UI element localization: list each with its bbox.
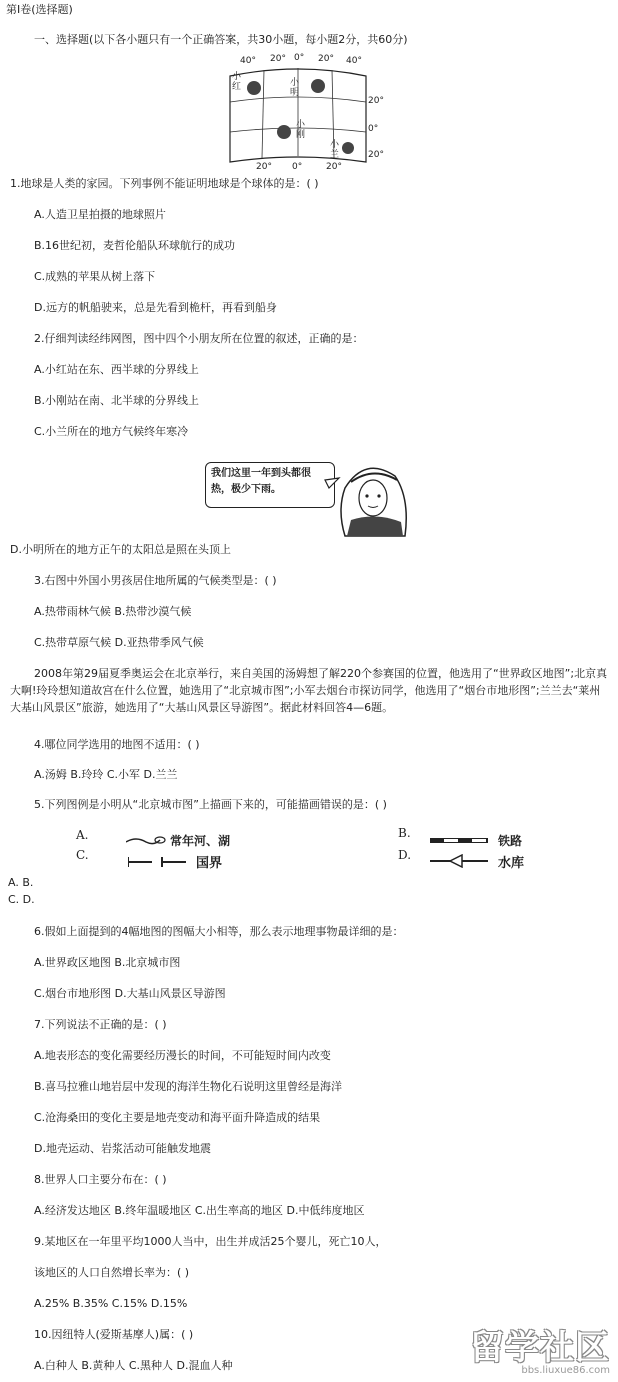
q4-options: A.汤姆 B.玲玲 C.小军 D.兰兰	[34, 768, 178, 781]
reading-passage: 2008年第29届夏季奥运会在北京举行，来自美国的汤姆想了解220个参赛国的位置，他选用了“世界政区地图”;北京真大啊!玲玲想知道故宫在什么位置，她选用了“北京城市图”;小军去烟台市探访同学，他选用了“烟台市地形图”;兰兰去“莱州大基山风景区”旅游，她选用了“大基山风景区导游图”。据此材料回答4—6题。	[10, 667, 608, 714]
legend-letter-b: B.	[398, 826, 411, 840]
q2-option-a: A.小红站在东、西半球的分界线上	[34, 363, 199, 376]
legend-label-b: 铁路	[498, 834, 523, 848]
q7-option-d: D.地壳运动、岩浆活动可能触发地震	[34, 1142, 211, 1155]
q6-stem: 6.假如上面提到的4幅地图的图幅大小相等，那么表示地理事物最详细的是：	[34, 925, 404, 938]
q2-stem: 2.仔细判读经纬网图，图中四个小朋友所在位置的叙述，正确的是：	[34, 332, 364, 345]
q9-options: A.25% B.35% C.15% D.15%	[34, 1297, 188, 1310]
bottom-label: 20°	[256, 162, 272, 172]
right-label: 20°	[368, 150, 384, 160]
kid-name-xiaoming: 小明	[290, 78, 300, 98]
legend-figure	[70, 826, 550, 872]
q7-option-b: B.喜马拉雅山地岩层中发现的海洋生物化石说明这里曾经是海洋	[34, 1080, 343, 1093]
q9-stem-continued: 该地区的人口自然增长率为：( )	[34, 1266, 190, 1279]
right-label: 0°	[368, 124, 379, 134]
q1-stem: 1.地球是人类的家园。下列事例不能证明地球是个球体的是：( )	[10, 177, 319, 190]
watermark-logo	[470, 1320, 610, 1376]
illustration-figure	[205, 458, 415, 538]
q4-stem: 4.哪位同学选用的地图不适用：( )	[34, 738, 200, 751]
q5-answer-ab: A. B.	[8, 876, 34, 889]
legend-label-a: 常年河、湖	[170, 834, 231, 848]
q7-option-c: C.沧海桑田的变化主要是地壳变动和海平面升降造成的结果	[34, 1111, 321, 1124]
top-label: 20°	[318, 54, 334, 64]
q5-answer-cd: C. D.	[8, 893, 35, 906]
q10-stem: 10.因纽特人(爱斯基摩人)属：( )	[34, 1328, 194, 1341]
kid-figure-icon	[311, 79, 325, 93]
kid-figure-icon	[342, 142, 354, 154]
q9-stem: 9.某地区在一年里平均1000人当中，出生并成活25个婴儿，死亡10人，	[34, 1235, 387, 1248]
speech-bubble: 我们这里一年到头都很热，极少下雨。	[205, 462, 335, 508]
watermark-title: 留学社区	[470, 1328, 610, 1368]
top-label: 40°	[346, 56, 362, 66]
q1-option-d: D.远方的帆船驶来，总是先看到桅杆，再看到船身	[34, 301, 277, 314]
kid-figure-icon	[247, 81, 261, 95]
kid-name-xiaogang: 小刚	[296, 120, 306, 140]
instructions: 一、选择题(以下各小题只有一个正确答案，共30小题，每小题2分，共60分)	[34, 33, 408, 46]
q8-stem: 8.世界人口主要分布在：( )	[34, 1173, 167, 1186]
q3-options-ab: A.热带雨林气候 B.热带沙漠气候	[34, 605, 192, 618]
border-symbol-icon	[128, 856, 188, 868]
q8-options: A.经济发达地区 B.终年温暖地区 C.出生率高的地区 D.中低纬度地区	[34, 1204, 365, 1217]
q2-option-d: D.小明所在的地方正午的太阳总是照在头顶上	[10, 543, 231, 556]
q2-option-b: B.小刚站在南、北半球的分界线上	[34, 394, 200, 407]
railway-symbol-icon	[430, 836, 490, 846]
q1-option-a: A.人造卫星拍摄的地球照片	[34, 208, 166, 221]
legend-letter-d: D.	[398, 848, 412, 862]
top-label: 40°	[240, 56, 256, 66]
kid-name-xiaolan: 小兰	[330, 140, 340, 160]
bottom-label: 0°	[292, 162, 303, 172]
q3-options-cd: C.热带草原气候 D.亚热带季风气候	[34, 636, 204, 649]
river-lake-symbol-icon	[126, 834, 166, 848]
top-label: 20°	[270, 54, 286, 64]
q1-option-c: C.成熟的苹果从树上落下	[34, 270, 156, 283]
kid-name-xiaohong: 小红	[232, 72, 242, 92]
section-title: 第Ⅰ卷(选择题)	[6, 3, 73, 16]
legend-letter-a: A.	[76, 828, 89, 842]
top-label: 0°	[294, 53, 305, 63]
legend-label-c: 国界	[196, 856, 223, 871]
q2-option-c: C.小兰所在的地方气候终年寒冷	[34, 425, 189, 438]
q10-options: A.白种人 B.黄种人 C.黑种人 D.混血人种	[34, 1359, 233, 1372]
bottom-label: 20°	[326, 162, 342, 172]
map-figure	[218, 53, 384, 174]
q6-options-cd: C.烟台市地形图 D.大基山风景区导游图	[34, 987, 226, 1000]
q7-option-a: A.地表形态的变化需要经历漫长的时间，不可能短时间内改变	[34, 1049, 331, 1062]
q7-stem: 7.下列说法不正确的是：( )	[34, 1018, 167, 1031]
right-label: 20°	[368, 96, 384, 106]
watermark-url: bbs.liuxue86.com	[521, 1365, 610, 1376]
q1-option-b: B.16世纪初，麦哲伦船队环球航行的成功	[34, 239, 236, 252]
legend-letter-c: C.	[76, 848, 89, 862]
kid-figure-icon	[277, 125, 291, 139]
legend-label-d: 水库	[498, 856, 525, 871]
q3-stem: 3.右图中外国小男孩居住地所属的气候类型是：( )	[34, 574, 277, 587]
reservoir-symbol-icon	[430, 854, 490, 868]
q6-options-ab: A.世界政区地图 B.北京城市图	[34, 956, 181, 969]
q5-stem: 5.下列图例是小明从“北京城市图”上描画下来的，可能描画错误的是：( )	[34, 798, 387, 811]
boy-figure-icon	[205, 458, 415, 538]
